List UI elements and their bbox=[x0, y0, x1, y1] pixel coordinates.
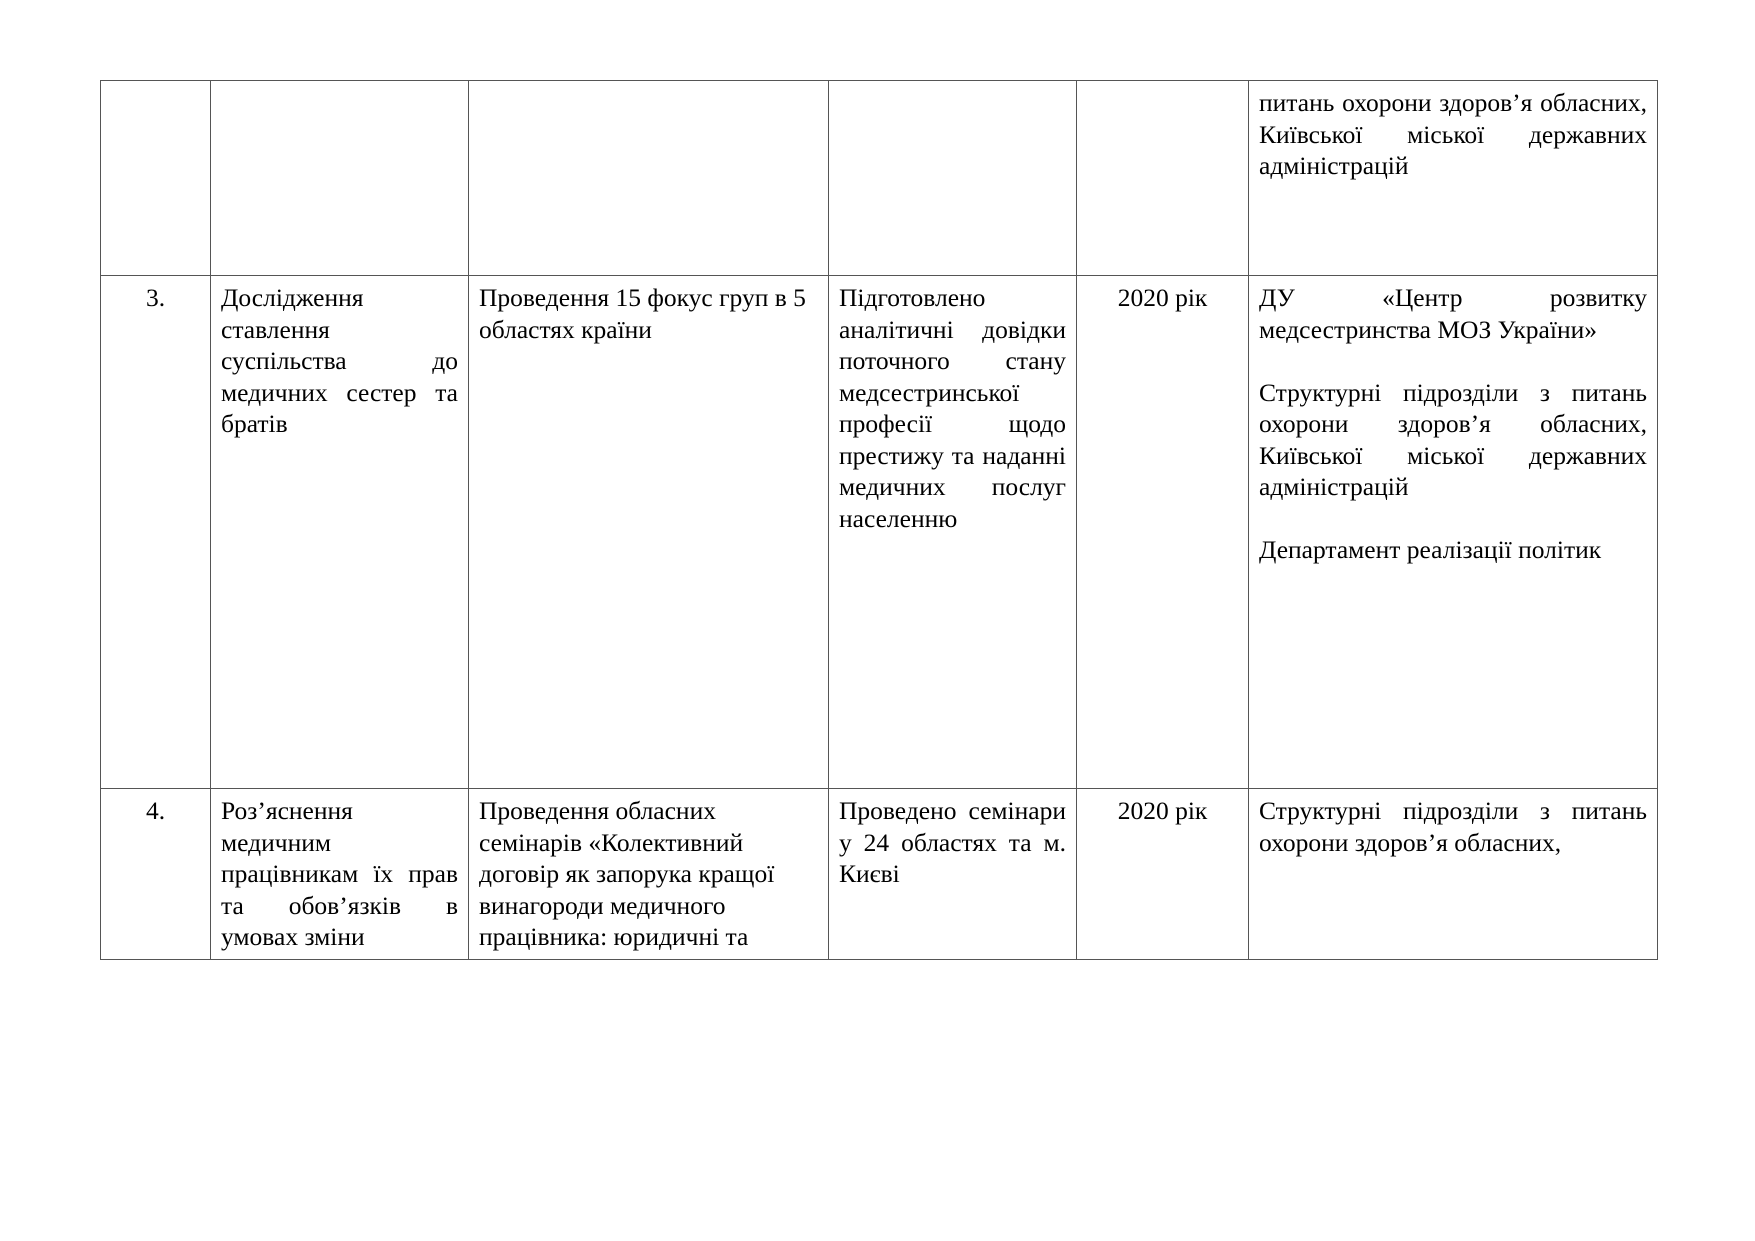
row-number-cell bbox=[101, 81, 211, 276]
term-cell: 2020 рік bbox=[1077, 276, 1249, 789]
task-cell bbox=[211, 81, 469, 276]
term-cell: 2020 рік bbox=[1077, 789, 1249, 960]
task-cell: Дослідження ставлення суспільства до медичних сестер та братів bbox=[211, 276, 469, 789]
responsible-cell bbox=[1249, 276, 1658, 789]
responsible-regional-units: Структурні підрозділи з питань охорони здоров’я обласних, Київської міської державних адміністрацій bbox=[1259, 377, 1647, 501]
result-cell: Проведено семінари у 24 областях та м. Києві bbox=[829, 789, 1077, 960]
responsible-cell: питань охорони здоров’я обласних, Київської міської державних адміністрацій bbox=[1249, 81, 1658, 276]
measure-cell bbox=[469, 81, 829, 276]
plan-of-measures-table bbox=[100, 80, 1658, 960]
table-row bbox=[101, 789, 1658, 960]
responsible-cell: Структурні підрозділи з питань охорони здоров’я обласних, bbox=[1249, 789, 1658, 960]
row-number-cell: 3. bbox=[101, 276, 211, 789]
measure-cell: Проведення 15 фокус груп в 5 областях країни bbox=[469, 276, 829, 789]
result-cell: Підготовлено аналітичні довідки поточного стану медсестринської професії щодо престижу та наданні медичних послуг населенню bbox=[829, 276, 1077, 789]
table-row bbox=[101, 81, 1658, 276]
measure-cell: Проведення обласних семінарів «Колективний договір як запорука кращої винагороди медичного працівника: юридичні та bbox=[469, 789, 829, 960]
result-cell bbox=[829, 81, 1077, 276]
responsible-org-name: ДУ «Центр розвитку медсестринства МОЗ України» bbox=[1259, 283, 1647, 344]
responsible-department: Департамент реалізації політик bbox=[1259, 535, 1602, 564]
task-cell: Роз’яснення медичним працівникам їх прав та обов’язків в умовах зміни bbox=[211, 789, 469, 960]
term-cell bbox=[1077, 81, 1249, 276]
table-row bbox=[101, 276, 1658, 789]
row-number-cell: 4. bbox=[101, 789, 211, 960]
